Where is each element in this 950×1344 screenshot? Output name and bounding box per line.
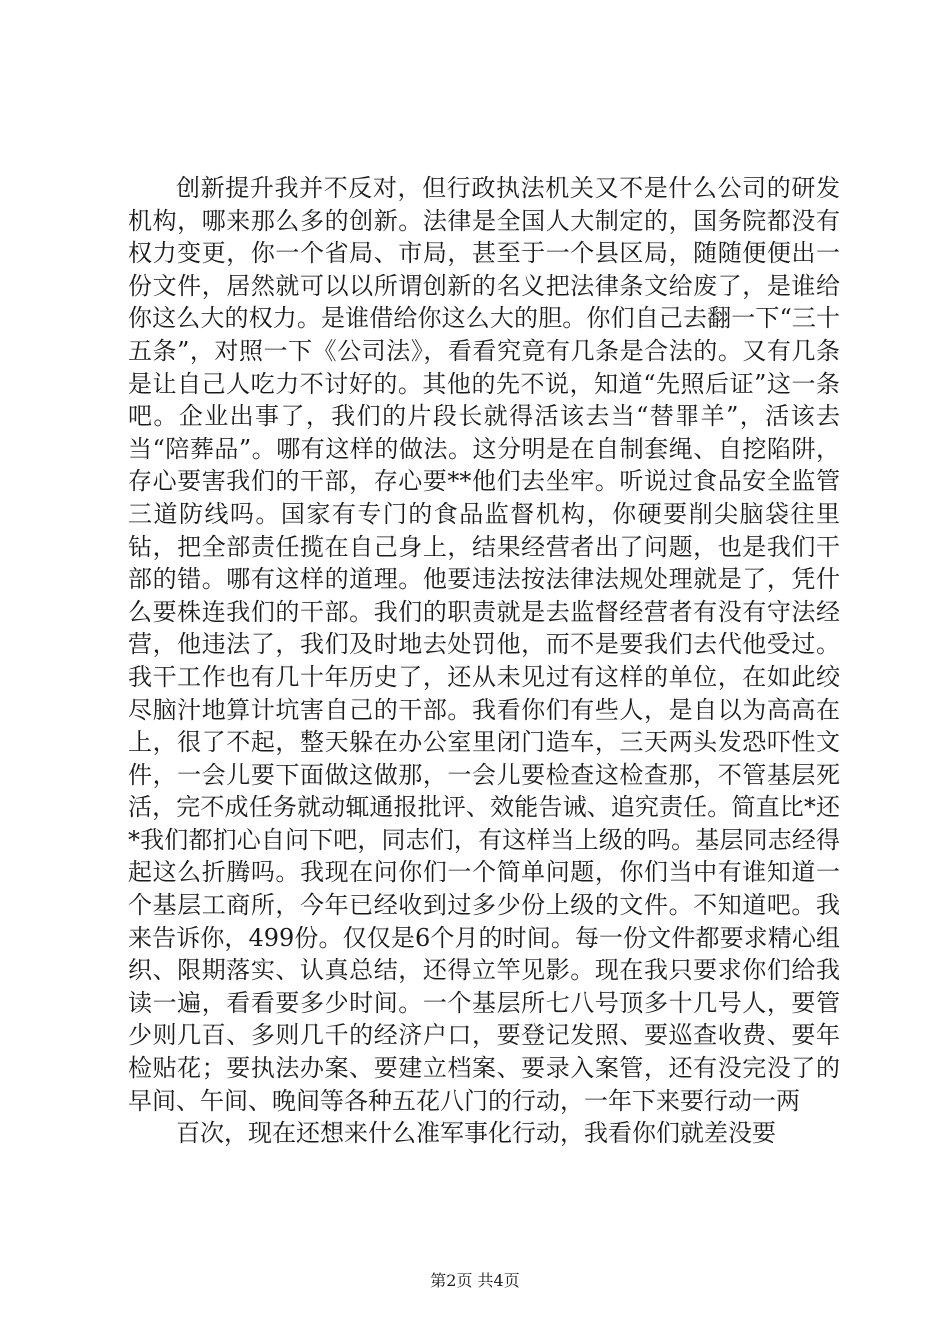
paragraph-1: 创新提升我并不反对，但行政执法机关又不是什么公司的研发机构，哪来那么多的创新。法律是全国人大制定的，国务院都没有权力变更，你一个省局、市局，甚至于一个县区局，随随便便出一份文件，居然就可以以所谓创新的名义把法律条文给废了，是谁给你这么大的权力。是谁借给你这么大的胆。你们自己去翻一下“三十五条”，对照一下《公司法》，看看究竟有几条是合法的。又有几条是让自己人吃力不讨好的。其他的先不说，知道“先照后证”这一条吧。企业出事了，我们的片段长就得活该去当“替罪羊”，活该去当“陪葬品”。哪有这样的做法。这分明是在自制套绳、自挖陷阱，存心要害我们的干部，存心要**他们去坐牢。听说过食品安全监管三道防线吗。国家有专门的食品监督机构，你硬要削尖脑袋往里钻，把全部责任揽在自己身上，结果经营者出了问题，也是我们干部的错。哪有这样的道理。他要违法按法律法规处理就是了，凭什么要株连我们的干部。我们的职责就是去监督经营者有没有守法经营，他违法了，我们及时地去处罚他，而不是要我们去代他受过。我干工作也有几十年历史了，还从未见过有这样的单位，在如此绞尽脑汁地算计坑害自己的干部。我看你们有些人，是自以为高高在上，很了不起，整天躲在办公室里闭门造车，三天两头发恐吓性文件，一会儿要下面做这做那，一会儿要检查这检查那，不管基层死活，完不成任务就动辄通报批评、效能告诫、追究责任。简直比*还*我们都扪心自问下吧，同志们，有这样当上级的吗。基层同志经得起这么折腾吗。我现在问你们一个简单问题，你们当中有谁知道一个基层工商所，今年已经收到过多少份上级的文件。不知道吧。我来告诉你，499份。仅仅是6个月的时间。每一份文件都要求精心组织、限期落实、认真总结，还得立竿见影。现在我只要求你们给我读一遍，看看要多少时间。一个基层所七八号顶多十几号人，要管少则几百、多则几千的经济户口，要登记发照、要巡查收费、要年检贴花；要执法办案、要建立档案、要录入案管，还有没完没了的早间、午间、晚间等各种五花八门的行动，一年下来要行动一两 <box>128 174 840 1115</box>
document-body <box>128 172 840 1150</box>
paragraph-2: 百次，现在还想来什么准军事化行动，我看你们就差没要 <box>176 1119 776 1148</box>
page-number: 第2页 共4页 <box>430 1271 520 1290</box>
page-footer <box>0 1268 950 1291</box>
